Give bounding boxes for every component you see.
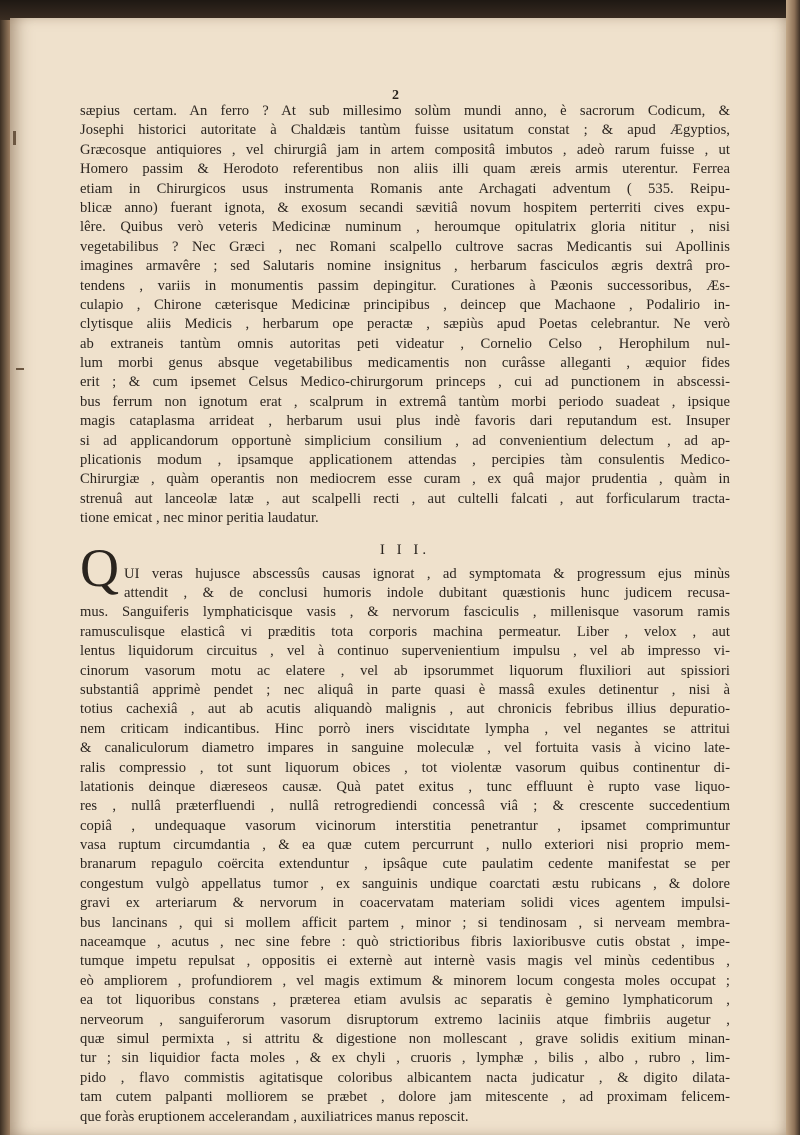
text-line: congestum vulgò appellatus tumor , ex sanguinis undique coarctati æstu rubicans , & dolore: [80, 875, 730, 892]
text-line: quæ simul permixta , si attritu & digestione non mollescant , grave solidis exitium minan-: [80, 1030, 730, 1047]
text-line: lêre. Quibus verò veteris Medicinæ numinum , heroumque opitulatrix gloria nititur , nisi: [80, 219, 730, 236]
text-line: naceamque , acutus , nec sine febre : quò strictioribus fibris laxioribusve cutis obstat , impe-: [80, 934, 730, 951]
text-line: copiâ , undequaque vasorum vicinorum interstitia penetrantur , ipsamet comprimuntur: [80, 817, 730, 834]
text-line: latationis deinque diæreseos causæ. Quà patet exitus , tunc effluunt è rupto vase liquo-: [80, 778, 730, 795]
text-line: ralis compressio , tot sunt liquorum obices , tot violentæ vasorum quibus continentur di-: [80, 759, 730, 776]
text-line: gravi ex arteriarum & nervorum in coacervatam materiam solidi vices agentem impulsi-: [80, 895, 730, 912]
section-heading: [80, 539, 730, 565]
text-line: clytisque aliis Medicis , herbarum ope peractæ , sæpiùs apud Poetas celebrantur. Ne verò: [80, 316, 730, 333]
text-line: Josephi historici autoritate à Chaldæis tantùm fuisse usitatum constat ; & apud Ægyptios,: [80, 122, 730, 139]
text-line: plicationis modum , ipsamque applicationem attendas , percipies tàm consulentis Medico-: [80, 452, 730, 469]
text-line: sæpius certam. An ferro ? At sub millesimo solùm mundi anno, è sacrorum Codicum, &: [80, 103, 730, 119]
top-edge: [0, 0, 800, 20]
paragraph-2: [80, 603, 730, 1127]
text-line: eò ampliorem , profundiorem , vel magis extimum & minorem locum congesta moles occupat ;: [80, 972, 730, 989]
text-line: branarum repagulo coërcita extenduntur , ipsâque cute paulatim cedente manifestat se per: [80, 856, 730, 873]
text-line: imagines armavêre ; sed Salutaris nomine insignitus , herbarum fasciculos ægris dextrâ pro-: [80, 258, 730, 275]
text-line: Homero passim & Herodoto referentibus non aliis illi quam æreis armis uterentur. Ferrea: [80, 161, 730, 178]
text-line: nerveorum , sanguiferorum vasorum disruptorum extremo laciniis atque fimbriis augetur ,: [80, 1011, 730, 1028]
text-line: strenuâ aut lanceolæ latæ , aut scalpelli recti , aut cultelli falcati , aut forficularum tracta-: [80, 490, 730, 507]
text-line: res , nullâ præterfluendi , nullâ retrogrediendi concessâ viâ ; & crescente succedentium: [80, 798, 730, 815]
paragraph-2-opening: [80, 565, 730, 604]
page-number: 2: [392, 88, 399, 103]
text-line: tam cutem palpanti molliorem se præbet , dolore jam mitescente , ad proximam felicem-: [80, 1089, 730, 1106]
drop-cap: Q: [80, 538, 119, 598]
text-line: etiam in Chirurgicos usus instrumenta Romanis ante Archagati adventum ( 535. Reipu-: [80, 180, 730, 197]
section-heading-text: I I I.: [379, 541, 431, 558]
text-line: que foràs eruptionem accelerandam , auxiliatrices manus reposcit.: [80, 1108, 469, 1125]
text-line: si ad applicandorum opportunè simplicium consilium , ad convenientium delectum , ad ap-: [80, 432, 730, 449]
text-line: cinorum vasorum motu ac elatere , vel ab ipsorummet liquorum fluxiliori aut spissiori: [80, 662, 730, 679]
margin-mark: [13, 131, 16, 145]
text-line: tur ; sin liquidior facta moles , & ex chyli , cruoris , lymphæ , bilis , albo , rubro , lim-: [80, 1050, 730, 1067]
text-line: ramusculisque elasticâ vi præditis tota corporis machina permeatur. Liber , velox , aut: [80, 623, 730, 640]
text-line: bus lancinans , qui si mollem afficit partem , minor ; si tendinosam , si nerveam membra-: [80, 914, 730, 931]
text-line: substantiâ apprimè pendet ; nec aliquâ in parte quasi è massâ exules detinentur , nisi à: [80, 681, 730, 698]
paragraph-1: [80, 102, 730, 529]
text-line: attendit , & de conclusi humoris indole dubitant quæstionis hunc judicem recusa-: [124, 584, 730, 601]
text-line: blicæ anno) fuerant ignota, & exosum secandi sævitiâ novum hospitem perterriti cives expu-: [80, 199, 730, 216]
text-line: culapio , Chirone cæterisque Medicinæ principibus , deincep que Machaone , Podalirio in-: [80, 296, 730, 313]
text-line: totius cachexiâ , aut ab acutis aliquandò malignis , aut chronicis febribus illius depuratio-: [80, 701, 730, 718]
text-line: lentus liquidorum circuitus , vel à continuo supervenientium impulsu , vel ab impresso vi-: [80, 643, 730, 660]
text-line: lum morbi genus absque vegetabilibus medicamentis non curâsse alleganti , æquior fides: [80, 355, 730, 372]
text-line: Chirurgiæ , quàm operantis non mediocrem esse curam , ex quâ major prudentia , quàm in: [80, 471, 730, 488]
text-line: vegetabilibus ? Nec Græci , nec Romani scalpello cultrove sacras Medicantis sui Apollinis: [80, 238, 730, 255]
text-line: erit ; & cum ipsemet Celsus Medico-chirurgorum princeps , cui ad punctionem in abscessi-: [80, 374, 730, 391]
text-line: vasa ruptum circumdantia , & ea quæ cutem percurrunt , nullo exteriori nisi proprio mem-: [80, 837, 730, 854]
text-line: nem criticam indicantibus. Hinc porrò iners viscidıtate lympha , vel negantes se attritui: [80, 720, 730, 737]
text-line: tendens , variis in monumentis passim depingitur. Curationes à Pæonis successoribus, Æs-: [80, 277, 730, 294]
text-block: [80, 102, 730, 1127]
margin-mark: [16, 368, 24, 370]
page-edge: [786, 0, 800, 1135]
text-line: UI veras hujusce abscessûs causas ignorat , ad symptomata & progressum ejus minùs: [124, 565, 730, 582]
text-line: & canaliculorum diametro impares in sanguine moleculæ , vel fortuita vasis à vicino late-: [80, 740, 730, 757]
binding-edge: [0, 0, 10, 1135]
text-line: Græcosque antiquiores , vel chirurgiâ jam in artem compositâ imbutos , adeò rarum fuisse , ut: [80, 141, 730, 158]
text-line: magis cataplasma arrideat , herbarum usui plus indè favoris dari reputandum est. Insuper: [80, 413, 730, 430]
text-line: ab extraneis tantùm omnis autoritas peti videatur , Cornelio Celso , Herophilum nul-: [80, 335, 730, 352]
text-line: pido , flavo commistis agitatisque coloribus albicantem nacta judicatur , & digito dilata-: [80, 1069, 730, 1086]
text-line: tione emicat , nec minor peritia laudatur.: [80, 510, 319, 527]
text-line: mus. Sanguiferis lymphaticisque vasis , & nervorum fasciculis , millenisque vasorum ramis: [80, 604, 730, 621]
text-line: bus ferrum non ignotum erat , scalprum in extremâ tantùm morbi periodo suadeat , ipsique: [80, 393, 730, 410]
text-line: tumque impetu repulsat , oppositis ei externè aut internè vasis magis vel minùs cedentibus ,: [80, 953, 730, 970]
text-line: ea tot liquoribus constans , præterea etiam avulsis ac separatis è gemino lymphaticorum ,: [80, 992, 730, 1009]
